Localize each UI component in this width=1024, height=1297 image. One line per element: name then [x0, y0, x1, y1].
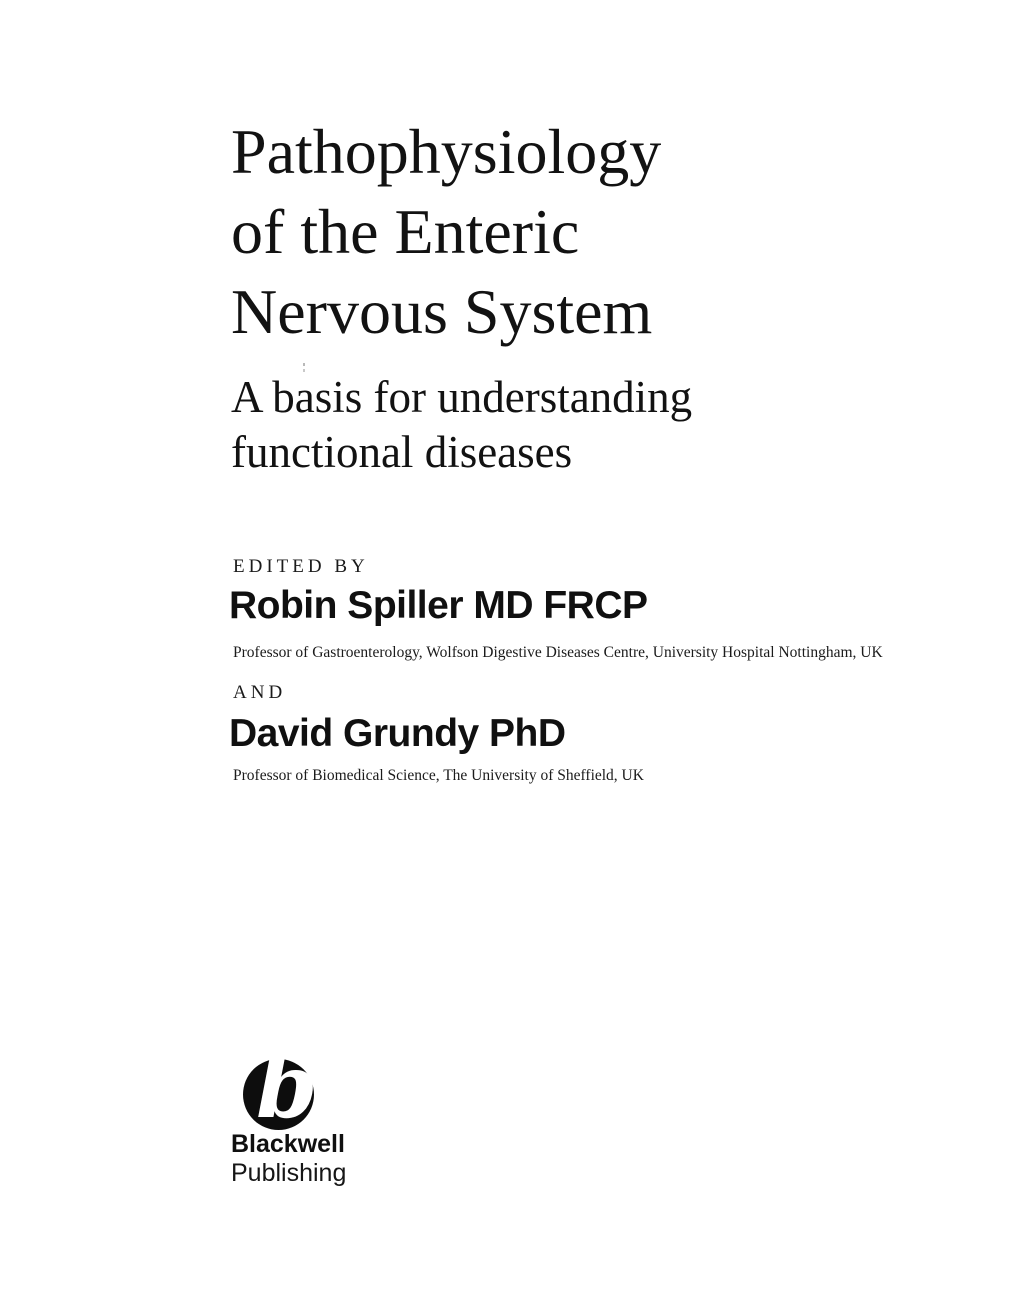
editor-affiliation: Professor of Biomedical Science, The University of Sheffield, UK	[233, 767, 644, 784]
logo-b-glyph: b	[256, 1034, 318, 1138]
blackwell-logo-icon	[243, 1034, 327, 1140]
editor-name: Robin Spiller MD FRCP	[229, 584, 648, 627]
editor-affiliation: Professor of Gastroenterology, Wolfson Digestive Diseases Centre, University Hospital Nottingham, UK	[233, 644, 883, 661]
book-title-line: Nervous System	[231, 276, 653, 347]
publisher-name-line2: Publishing	[231, 1159, 347, 1187]
scan-artifact	[303, 363, 305, 366]
book-subtitle	[231, 370, 692, 480]
editor-name: David Grundy PhD	[229, 712, 566, 755]
book-title-line: Pathophysiology	[231, 116, 662, 187]
publisher-name-line1: Blackwell	[231, 1130, 345, 1158]
book-title	[231, 112, 661, 352]
book-subtitle-line: functional diseases	[231, 427, 573, 477]
book-title-line: of the Enteric	[231, 196, 580, 267]
book-subtitle-line: A basis for understanding	[231, 372, 693, 422]
edited-by-label: EDITED BY	[233, 556, 369, 577]
and-label: AND	[233, 682, 287, 703]
